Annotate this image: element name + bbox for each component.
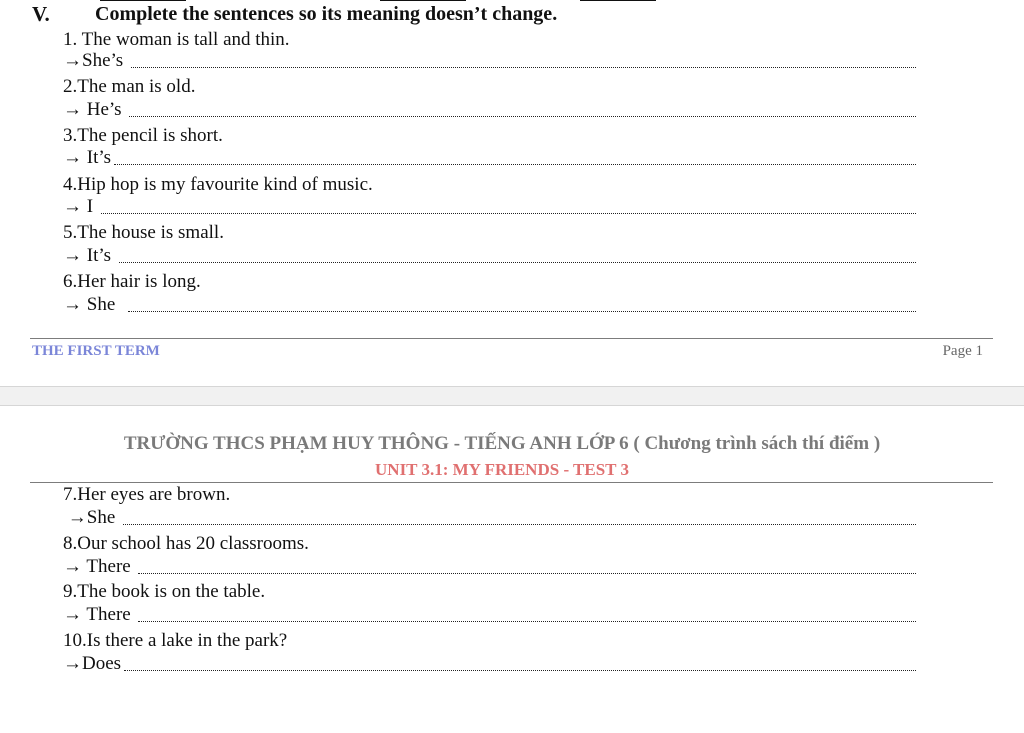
dotted-blank[interactable]	[138, 621, 916, 622]
question-4: 4.Hip hop is my favourite kind of music.	[63, 174, 373, 195]
top-underline-stub	[580, 0, 656, 1]
answer-line-1[interactable]	[63, 50, 916, 72]
question-1: 1. The woman is tall and thin.	[63, 29, 290, 50]
question-10: 10.Is there a lake in the park?	[63, 630, 288, 651]
question-8: 8.Our school has 20 classrooms.	[63, 533, 309, 554]
dotted-blank[interactable]	[114, 164, 916, 165]
question-2: 2.The man is old.	[63, 76, 196, 97]
school-header: TRƯỜNG THCS PHẠM HUY THÔNG - TIẾNG ANH LỚP 6 ( Chương trình sách thí điểm )	[123, 433, 881, 454]
dotted-blank[interactable]	[123, 524, 916, 525]
footer-term: THE FIRST TERM	[32, 343, 160, 359]
answer-line-4[interactable]	[63, 196, 916, 218]
page-number: Page 1	[942, 343, 983, 359]
question-6: 6.Her hair is long.	[63, 271, 201, 292]
dotted-blank[interactable]	[101, 213, 916, 214]
answer-lead: → It’s	[63, 245, 116, 266]
answer-lead: → There	[63, 556, 136, 577]
answer-line-10[interactable]	[63, 653, 916, 675]
question-7: 7.Her eyes are brown.	[63, 484, 231, 505]
answer-lead: → I	[63, 196, 98, 217]
answer-lead: → It’s	[63, 147, 112, 168]
dotted-blank[interactable]	[124, 670, 916, 671]
unit-header: UNIT 3.1: MY FRIENDS - TEST 3	[375, 460, 629, 479]
question-3: 3.The pencil is short.	[63, 125, 223, 146]
answer-lead: →She’s	[63, 50, 128, 71]
answer-line-3[interactable]	[63, 147, 916, 169]
answer-lead: →She	[63, 507, 120, 528]
answer-line-8[interactable]	[63, 556, 916, 578]
dotted-blank[interactable]	[138, 573, 916, 574]
page-separator	[0, 386, 1024, 406]
dotted-blank[interactable]	[119, 262, 916, 263]
answer-lead: → She	[63, 294, 125, 315]
answer-lead: → There	[63, 604, 136, 625]
section-title: Complete the sentences so its meaning doesn’t change.	[95, 3, 558, 25]
question-9: 9.The book is on the table.	[63, 581, 266, 602]
answer-lead: →Does	[63, 653, 122, 674]
header-rule	[30, 482, 993, 483]
answer-line-7[interactable]	[63, 507, 916, 529]
top-underline-stub	[100, 0, 186, 1]
footer-rule	[30, 338, 993, 339]
section-number: V.	[32, 2, 50, 26]
page-2	[0, 406, 1024, 733]
answer-line-2[interactable]	[63, 99, 916, 121]
answer-line-6[interactable]	[63, 294, 916, 316]
answer-lead: → He’s	[63, 99, 127, 120]
dotted-blank[interactable]	[128, 311, 916, 312]
top-underline-stub	[380, 0, 466, 1]
question-5: 5.The house is small.	[63, 222, 224, 243]
dotted-blank[interactable]	[129, 116, 916, 117]
answer-line-9[interactable]	[63, 604, 916, 626]
dotted-blank[interactable]	[131, 67, 916, 68]
answer-line-5[interactable]	[63, 245, 916, 267]
